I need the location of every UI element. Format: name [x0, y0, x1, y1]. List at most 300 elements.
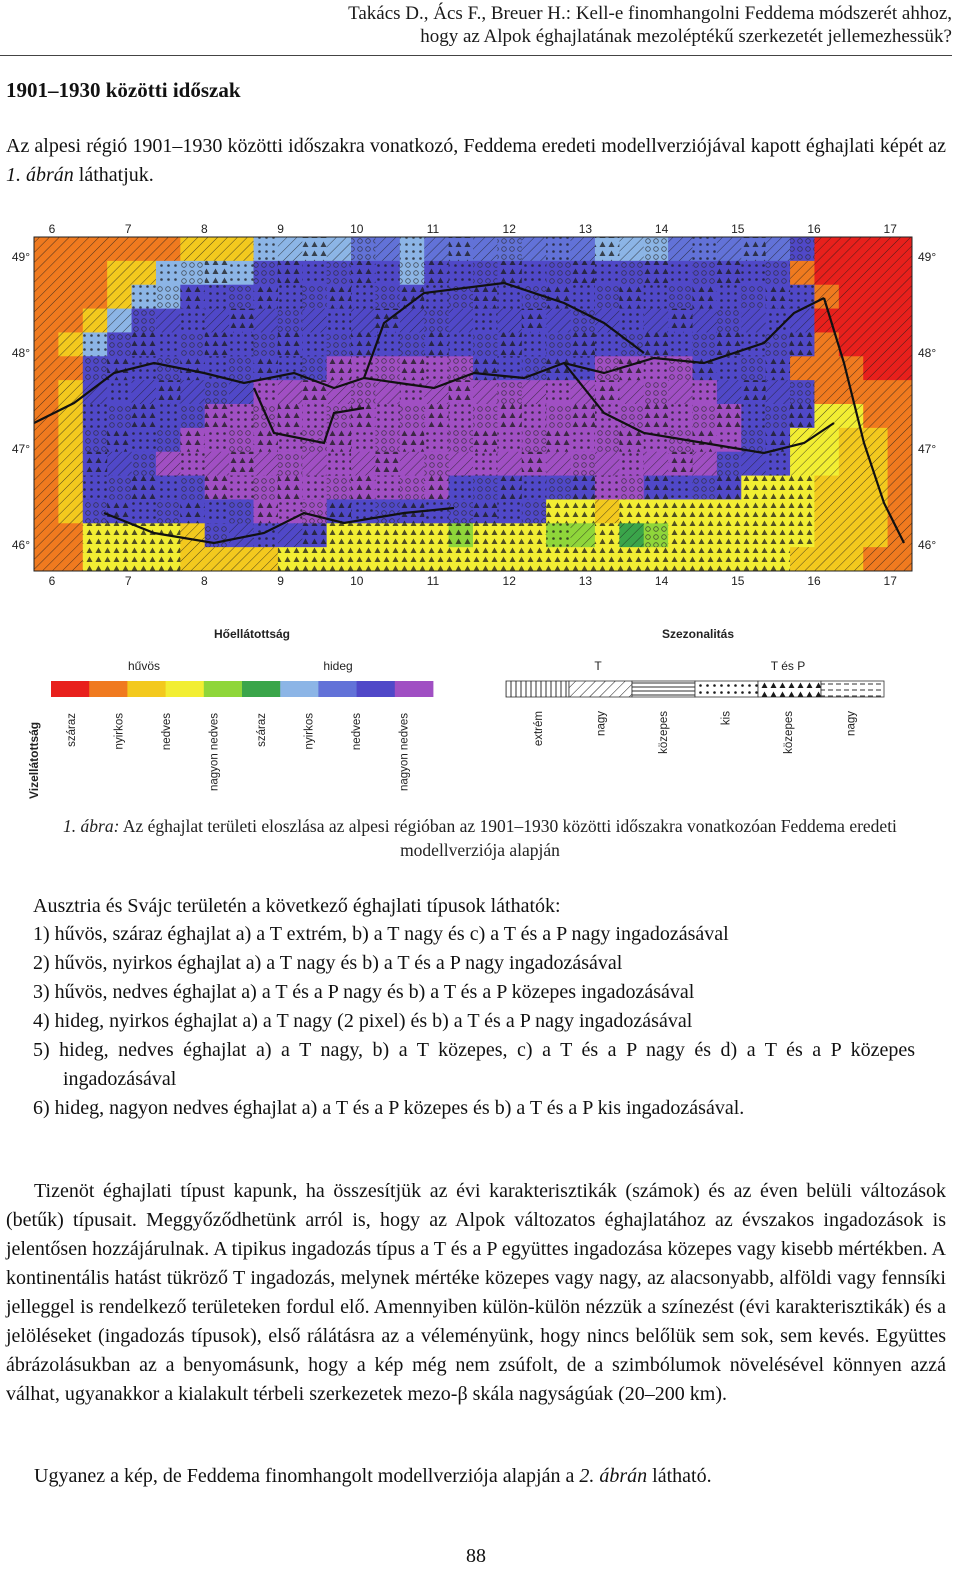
- map-cell-pattern: [180, 452, 205, 476]
- map-cell-pattern: [497, 261, 522, 285]
- map-cell-pattern: [595, 428, 620, 452]
- map-cell-pattern: [619, 452, 644, 476]
- map-cell-pattern: [351, 428, 376, 452]
- map-cell-pattern: [571, 380, 596, 404]
- caption-label: 1. ábra:: [63, 816, 120, 836]
- map-cell-pattern: [156, 499, 181, 523]
- map-cell-pattern: [790, 499, 815, 523]
- seasonality-label: nagy: [595, 711, 608, 736]
- map-cell-pattern: [741, 380, 766, 404]
- map-cell-pattern: [424, 476, 449, 500]
- page-number: 88: [466, 1545, 486, 1567]
- map-cell-pattern: [327, 237, 352, 261]
- intro-text-end: láthatjuk.: [73, 164, 154, 186]
- map-cell-pattern: [546, 309, 571, 333]
- map-cell-pattern: [888, 285, 913, 309]
- map-cell-pattern: [132, 547, 157, 571]
- longitude-tick-label: 6: [48, 222, 56, 236]
- map-cell-pattern: [741, 237, 766, 261]
- map-cell-pattern: [839, 309, 864, 333]
- map-cell-pattern: [449, 428, 474, 452]
- map-cell-pattern: [156, 476, 181, 500]
- seasonality-swatch: [569, 681, 632, 697]
- map-cell-pattern: [595, 380, 620, 404]
- heat-legend-cold: hideg: [323, 659, 353, 673]
- latitude-tick-label: 49°: [918, 250, 937, 264]
- map-cell-pattern: [156, 452, 181, 476]
- longitude-tick-label: 9: [277, 574, 284, 588]
- map-cell-pattern: [619, 499, 644, 523]
- map-cell-pattern: [595, 285, 620, 309]
- map-cell-pattern: [180, 261, 205, 285]
- map-cell-pattern: [522, 452, 547, 476]
- moisture-label: száraz: [66, 713, 78, 747]
- map-cell-pattern: [717, 285, 742, 309]
- map-cell-pattern: [278, 380, 303, 404]
- moisture-label: nagyon nedves: [398, 713, 411, 792]
- header-title-line2: hogy az Alpok éghajlatának mezoléptékű szerkezetét jellemezhessük?: [420, 26, 952, 47]
- map-cell-pattern: [619, 309, 644, 333]
- map-cell-pattern: [644, 309, 669, 333]
- map-cell-pattern: [766, 523, 791, 547]
- map-cell-pattern: [644, 499, 669, 523]
- map-cell-pattern: [180, 380, 205, 404]
- map-cell-pattern: [717, 476, 742, 500]
- map-cell-pattern: [205, 499, 230, 523]
- map-cell-pattern: [814, 380, 839, 404]
- map-cell-pattern: [205, 452, 230, 476]
- map-cell-pattern: [571, 452, 596, 476]
- map-cell-pattern: [497, 237, 522, 261]
- longitude-tick-label: 17: [883, 574, 897, 588]
- map-cell-pattern: [278, 428, 303, 452]
- map-cell-pattern: [156, 285, 181, 309]
- map-cell-pattern: [229, 261, 254, 285]
- map-cell-pattern: [839, 523, 864, 547]
- closing-paragraph: [6, 1462, 946, 1491]
- list-intro: Ausztria és Svájc területén a következő éghajlati típusok láthatók:: [33, 895, 561, 917]
- map-cell-pattern: [571, 237, 596, 261]
- map-cell-pattern: [571, 499, 596, 523]
- heat-color-swatch: [127, 681, 166, 697]
- map-cell-pattern: [839, 285, 864, 309]
- map-cell-pattern: [790, 523, 815, 547]
- map-cell-pattern: [595, 261, 620, 285]
- map-cell-pattern: [473, 332, 498, 356]
- map-cell-pattern: [424, 356, 449, 380]
- map-cell-pattern: [741, 476, 766, 500]
- latitude-tick-label: 48°: [11, 346, 30, 360]
- map-cell-pattern: [132, 309, 157, 333]
- map-cell-pattern: [132, 523, 157, 547]
- map-cell-pattern: [546, 380, 571, 404]
- longitude-tick-label: 13: [578, 574, 593, 588]
- map-cell-pattern: [693, 380, 718, 404]
- map-cell-pattern: [741, 547, 766, 571]
- map-cell-pattern: [741, 332, 766, 356]
- map-cell-pattern: [205, 309, 230, 333]
- map-cell-pattern: [790, 547, 815, 571]
- map-cell-pattern: [644, 523, 669, 547]
- map-cell-pattern: [497, 523, 522, 547]
- heat-legend-cool: hűvös: [127, 659, 161, 673]
- map-cell-pattern: [717, 547, 742, 571]
- map-cell-pattern: [424, 428, 449, 452]
- map-cell-pattern: [254, 237, 279, 261]
- map-cell-pattern: [449, 452, 474, 476]
- moisture-label: nagyon nedves: [208, 713, 221, 792]
- map-cell-pattern: [571, 547, 596, 571]
- map-cell-pattern: [132, 332, 157, 356]
- map-cell-pattern: [619, 523, 644, 547]
- map-cell-pattern: [156, 547, 181, 571]
- map-cell-pattern: [644, 547, 669, 571]
- map-cell-pattern: [766, 404, 791, 428]
- heat-legend-title: Hőellátottság: [213, 627, 291, 641]
- map-cell-pattern: [424, 237, 449, 261]
- map-cell-pattern: [546, 237, 571, 261]
- map-cell-pattern: [205, 380, 230, 404]
- map-cell-pattern: [814, 547, 839, 571]
- map-cell-pattern: [473, 309, 498, 333]
- map-cell-pattern: [132, 452, 157, 476]
- heat-color-swatch: [51, 681, 90, 697]
- map-cell-pattern: [814, 356, 839, 380]
- map-cell-pattern: [107, 332, 132, 356]
- map-cell-pattern: [497, 309, 522, 333]
- longitude-tick-label: 16: [807, 574, 821, 588]
- map-cell-pattern: [229, 309, 254, 333]
- map-cell-pattern: [814, 237, 839, 261]
- intro-paragraph: [6, 132, 946, 190]
- moisture-legend-title: Vizellátottság: [27, 721, 41, 799]
- header-rule: [0, 55, 952, 56]
- map-cell-pattern: [595, 237, 620, 261]
- map-cell-pattern: [132, 380, 157, 404]
- map-cell-pattern: [327, 523, 352, 547]
- map-cell-pattern: [83, 523, 108, 547]
- map-cell-pattern: [327, 452, 352, 476]
- map-cell-pattern: [790, 332, 815, 356]
- map-cell-pattern: [668, 237, 693, 261]
- heat-color-swatch: [318, 681, 357, 697]
- map-cell-pattern: [449, 332, 474, 356]
- map-cell-pattern: [278, 476, 303, 500]
- map-cell-pattern: [473, 285, 498, 309]
- map-cell-pattern: [717, 499, 742, 523]
- map-cell-pattern: [58, 476, 83, 500]
- heat-color-swatch: [357, 681, 396, 697]
- map-cell-pattern: [229, 428, 254, 452]
- map-cell-pattern: [571, 428, 596, 452]
- map-cell-pattern: [254, 547, 279, 571]
- map-cell-pattern: [351, 261, 376, 285]
- figure-reference: 1. ábrán: [6, 164, 74, 186]
- map-cell-pattern: [668, 380, 693, 404]
- map-cell-pattern: [888, 309, 913, 333]
- map-cell-pattern: [790, 356, 815, 380]
- seasonality-TP-label: T és P: [770, 659, 806, 673]
- map-cell-pattern: [34, 380, 59, 404]
- seasonality-swatch: [821, 681, 884, 697]
- map-cell-pattern: [400, 237, 425, 261]
- body-paragraph: Tizenöt éghajlati típust kapunk, ha összesítjük az évi karakterisztikák (számok) és az éven belüli változások (betűk) típusait. Meggyőződhetünk arról is, hogy az Alpok változatos éghajlatához az évszakos ingadozások is jelentősen hozzájárulnak. A tipikus ingadozás típus a T és a P együttes ingadozása közepes vagy kisebb mértékben. A kontinentális hatást tükröző T ingadozás, melynek mértéke közepes vagy nagy, az alacsonyabb, alföldi vagy fennsíki jelleggel is rendelkező területeken fordul elő. Amennyiben külön-külön nézzük a színezést (évi karakterisztikák) és a jelöléseket (ingadozás típusok), első rálátásra az a véleményünk, hogy nincs belőlük sem sok, sem kevés. Együttes ábrázolásukban az a benyomásunk, hogy a kép még nem zsúfolt, de a szimbólumok növelésével könnyen azzá válhat, ugyanakkor a kialakult térbeli szerkezetek mezo-β skála nagyságúak (20–200 km).: [6, 1180, 946, 1405]
- map-cell-pattern: [327, 476, 352, 500]
- map-cell-pattern: [668, 547, 693, 571]
- map-cell-pattern: [814, 452, 839, 476]
- map-cell-pattern: [571, 261, 596, 285]
- map-cell-pattern: [522, 523, 547, 547]
- map-cell-pattern: [595, 476, 620, 500]
- map-cell-pattern: [863, 356, 888, 380]
- map-cell-pattern: [34, 332, 59, 356]
- map-cell-pattern: [693, 237, 718, 261]
- longitude-tick-label: 11: [426, 574, 440, 588]
- longitude-tick-label: 14: [654, 574, 669, 588]
- map-cell-pattern: [351, 285, 376, 309]
- list-item: 3) hűvös, nedves éghajlat a) a T és a P nagy és b) a T és a P közepes ingadozásával: [33, 981, 695, 1003]
- map-cell-pattern: [595, 547, 620, 571]
- map-cell-pattern: [790, 380, 815, 404]
- map-cell-pattern: [449, 499, 474, 523]
- map-cell-pattern: [473, 261, 498, 285]
- map-cell-pattern: [254, 309, 279, 333]
- map-cell-pattern: [375, 404, 400, 428]
- map-cell-pattern: [83, 285, 108, 309]
- map-cell-pattern: [497, 476, 522, 500]
- map-cell-pattern: [375, 476, 400, 500]
- map-cell-pattern: [668, 523, 693, 547]
- map-cell-pattern: [522, 499, 547, 523]
- seasonality-swatch: [758, 681, 821, 697]
- map-cell-pattern: [619, 380, 644, 404]
- map-cell-pattern: [497, 404, 522, 428]
- map-cell-pattern: [229, 380, 254, 404]
- map-cell-pattern: [619, 356, 644, 380]
- map-cell-pattern: [351, 309, 376, 333]
- map-cell-pattern: [571, 476, 596, 500]
- map-cell-pattern: [58, 452, 83, 476]
- map-cell-pattern: [888, 547, 913, 571]
- map-cell-pattern: [400, 428, 425, 452]
- map-cell-pattern: [473, 452, 498, 476]
- map-cell-pattern: [814, 499, 839, 523]
- seasonality-label: kis: [720, 711, 733, 726]
- longitude-tick-label: 12: [502, 574, 516, 588]
- map-cell-pattern: [254, 452, 279, 476]
- longitude-tick-label: 13: [578, 222, 593, 236]
- map-cell-pattern: [205, 332, 230, 356]
- map-cell-pattern: [375, 452, 400, 476]
- map-cell-pattern: [156, 261, 181, 285]
- map-cell-pattern: [790, 404, 815, 428]
- longitude-tick-label: 10: [350, 222, 364, 236]
- map-cell-pattern: [351, 452, 376, 476]
- map-cell-pattern: [497, 452, 522, 476]
- map-cell-pattern: [229, 356, 254, 380]
- map-cell-pattern: [83, 452, 108, 476]
- map-cell-pattern: [254, 380, 279, 404]
- latitude-tick-label: 46°: [11, 538, 30, 552]
- map-cell-pattern: [546, 452, 571, 476]
- map-cell-pattern: [156, 428, 181, 452]
- section-title: 1901–1930 közötti időszak: [6, 78, 241, 102]
- longitude-tick-label: 9: [277, 222, 284, 236]
- map-cell-pattern: [741, 356, 766, 380]
- map-cell-pattern: [814, 309, 839, 333]
- map-cell-pattern: [400, 261, 425, 285]
- map-cell-pattern: [522, 476, 547, 500]
- figure-2-reference: 2. ábrán: [579, 1465, 648, 1487]
- map-cell-pattern: [546, 499, 571, 523]
- map-cell-pattern: [107, 261, 132, 285]
- map-cell-pattern: [644, 332, 669, 356]
- list-item: 1) hűvös, száraz éghajlat a) a T extrém, b) a T nagy és c) a T és a P nagy ingadozásával: [33, 923, 729, 945]
- map-cell-pattern: [449, 523, 474, 547]
- map-cell-pattern: [83, 237, 108, 261]
- map-cell-pattern: [327, 332, 352, 356]
- map-cell-pattern: [34, 523, 59, 547]
- map-cell-pattern: [644, 476, 669, 500]
- map-cell-pattern: [546, 404, 571, 428]
- map-cell-pattern: [34, 499, 59, 523]
- map-cell-pattern: [156, 332, 181, 356]
- map-cell-pattern: [717, 380, 742, 404]
- map-cell-pattern: [327, 285, 352, 309]
- map-cell-pattern: [83, 332, 108, 356]
- map-cell-pattern: [424, 332, 449, 356]
- map-cell-pattern: [375, 237, 400, 261]
- map-cell-pattern: [790, 261, 815, 285]
- header-authors: Takács D., Ács F., Breuer H.: [348, 3, 566, 24]
- map-cell-pattern: [888, 261, 913, 285]
- map-cell-pattern: [814, 523, 839, 547]
- map-cell-pattern: [302, 332, 327, 356]
- map-cell-pattern: [693, 499, 718, 523]
- seasonality-label: extrém: [533, 711, 545, 747]
- map-cell-pattern: [449, 380, 474, 404]
- header-title-line1: Kell-e finomhangolni Feddema módszerét ahhoz,: [575, 3, 952, 24]
- map-cell-pattern: [839, 476, 864, 500]
- map-cell-pattern: [449, 261, 474, 285]
- map-cell-pattern: [717, 332, 742, 356]
- map-cell-pattern: [473, 237, 498, 261]
- map-cell-pattern: [254, 285, 279, 309]
- map-cell-pattern: [132, 499, 157, 523]
- map-cell-pattern: [278, 452, 303, 476]
- heat-color-swatch: [204, 681, 243, 697]
- map-cell-pattern: [693, 309, 718, 333]
- map-cell-pattern: [571, 523, 596, 547]
- map-cell-pattern: [619, 476, 644, 500]
- map-cell-pattern: [619, 237, 644, 261]
- map-cell-pattern: [839, 261, 864, 285]
- map-cell-pattern: [180, 309, 205, 333]
- map-cell-pattern: [693, 547, 718, 571]
- climate-type-list: [33, 920, 915, 1123]
- map-cell-pattern: [180, 523, 205, 547]
- map-cell-pattern: [302, 404, 327, 428]
- map-cell-pattern: [571, 285, 596, 309]
- heat-color-swatch: [395, 681, 434, 697]
- map-cell-pattern: [278, 285, 303, 309]
- map-cell-pattern: [644, 285, 669, 309]
- map-cell-pattern: [790, 476, 815, 500]
- map-cell-pattern: [254, 428, 279, 452]
- map-cell-pattern: [375, 356, 400, 380]
- moisture-label: nedves: [351, 713, 363, 751]
- map-cell-pattern: [34, 356, 59, 380]
- map-cell-pattern: [522, 261, 547, 285]
- closing-text-end: látható.: [647, 1465, 712, 1487]
- map-cell-pattern: [522, 309, 547, 333]
- map-cell-pattern: [278, 261, 303, 285]
- map-cell-pattern: [132, 476, 157, 500]
- map-cell-pattern: [693, 476, 718, 500]
- map-cell-pattern: [132, 261, 157, 285]
- map-cell-pattern: [522, 428, 547, 452]
- map-cell-pattern: [400, 452, 425, 476]
- map-cell-pattern: [741, 523, 766, 547]
- map-cell-pattern: [58, 523, 83, 547]
- map-cell-pattern: [839, 452, 864, 476]
- map-cell-pattern: [668, 309, 693, 333]
- map-cell-pattern: [58, 332, 83, 356]
- moisture-label: nyirkos: [113, 713, 126, 750]
- map-cell-pattern: [229, 404, 254, 428]
- map-cell-pattern: [302, 309, 327, 333]
- map-cell-pattern: [766, 547, 791, 571]
- map-cell-pattern: [34, 237, 59, 261]
- map-cell-pattern: [839, 499, 864, 523]
- map-cell-pattern: [863, 285, 888, 309]
- figure-1: [4, 213, 948, 813]
- longitude-tick-label: 10: [350, 574, 364, 588]
- latitude-tick-label: 46°: [918, 538, 937, 552]
- map-cell-pattern: [497, 499, 522, 523]
- map-cell-pattern: [58, 261, 83, 285]
- closing-text: Ugyanez a kép, de Feddema finomhangolt modellverziója alapján a: [34, 1465, 580, 1487]
- map-cell-pattern: [107, 452, 132, 476]
- map-cell-pattern: [58, 404, 83, 428]
- map-cell-pattern: [278, 237, 303, 261]
- heat-color-swatch: [242, 681, 281, 697]
- map-cell-pattern: [205, 285, 230, 309]
- map-cell-pattern: [327, 309, 352, 333]
- map-cell-pattern: [302, 285, 327, 309]
- map-cell-pattern: [449, 547, 474, 571]
- moisture-label: nyirkos: [303, 713, 316, 750]
- map-cell-pattern: [888, 404, 913, 428]
- map-cell-pattern: [741, 499, 766, 523]
- map-cell-pattern: [205, 547, 230, 571]
- map-cell-pattern: [132, 285, 157, 309]
- map-cell-pattern: [522, 404, 547, 428]
- map-cell-pattern: [741, 452, 766, 476]
- map-cell-pattern: [888, 332, 913, 356]
- map-cell-pattern: [741, 309, 766, 333]
- seasonality-label: nagy: [845, 711, 858, 736]
- map-cell-pattern: [400, 285, 425, 309]
- map-cell-pattern: [668, 332, 693, 356]
- map-cell-pattern: [400, 332, 425, 356]
- map-cell-pattern: [863, 547, 888, 571]
- map-cell-pattern: [34, 452, 59, 476]
- map-cell-pattern: [668, 452, 693, 476]
- map-cell-pattern: [741, 285, 766, 309]
- map-cell-pattern: [58, 380, 83, 404]
- map-cell-pattern: [693, 452, 718, 476]
